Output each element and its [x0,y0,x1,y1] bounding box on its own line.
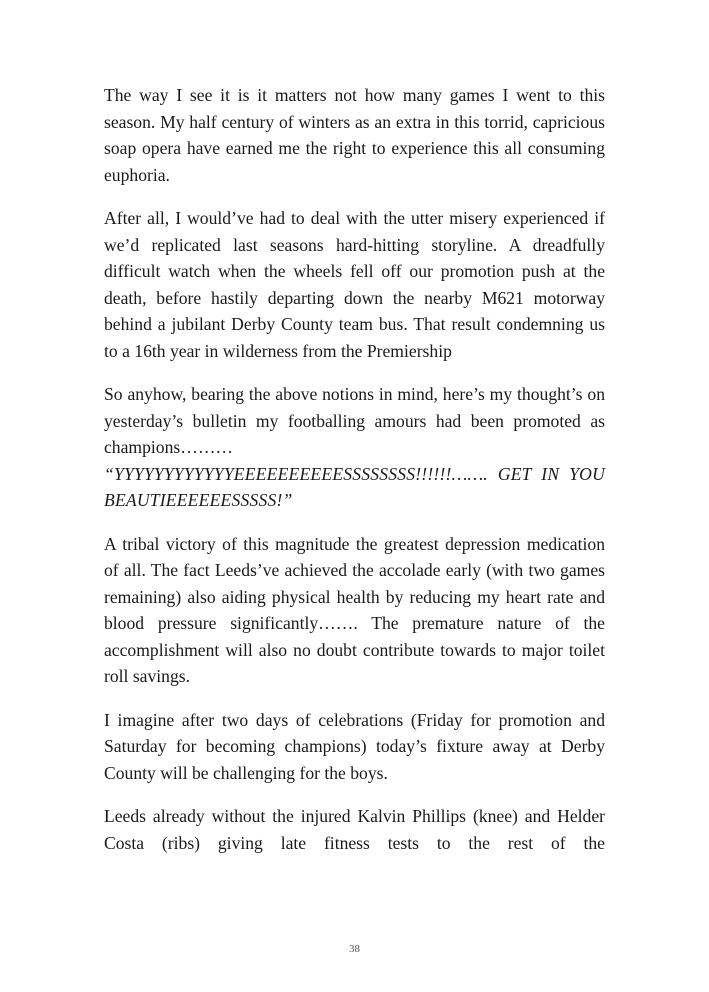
body-text [104,82,605,873]
paragraph-3 [104,381,605,514]
paragraph-1: The way I see it is it matters not how many games I went to this season. My half century of winters as an extra in this torrid, capricious soap opera have earned me the right to experience this all consuming euphoria. [104,85,605,185]
celebration-quote: “YYYYYYYYYYYYEEEEEEEEEESSSSSSSS!!!!!!……. GET IN YOU BEAUTIEEEEEESSSSS!” [104,463,605,510]
paragraph-2: After all, I would’ve had to deal with the utter misery experienced if we’d replicated last seasons hard-hitting storyline. A dreadfully difficult watch when the wheels fell off our promotion push at the death, before hastily departing down the nearby M621 motorway behind a jubilant Derby County team bus. That result condemning us to a 16th year in wilderness from the Premiership [104,208,605,361]
paragraph-3-text: So anyhow, bearing the above notions in mind, here’s my thought’s on yesterday’s bulletin my footballing amours had been promoted as champions……… [104,384,605,457]
page-number: 38 [349,943,360,955]
paragraph-6: Leeds already without the injured Kalvin Phillips (knee) and Helder Costa (ribs) giving late fitness tests to the rest of the [104,806,605,853]
paragraph-5: I imagine after two days of celebrations (Friday for promotion and Saturday for becoming champions) today’s fixture away at Derby County will be challenging for the boys. [104,709,605,783]
paragraph-4: A tribal victory of this magnitude the greatest depression medication of all. The fact Leeds’ve achieved the accolade early (with two games remaining) also aiding physical health by reducing my heart rate and blood pressure significantly……. The premature nature of the accomplishment will also no doubt contribute towards to major toilet roll savings. [104,533,605,686]
